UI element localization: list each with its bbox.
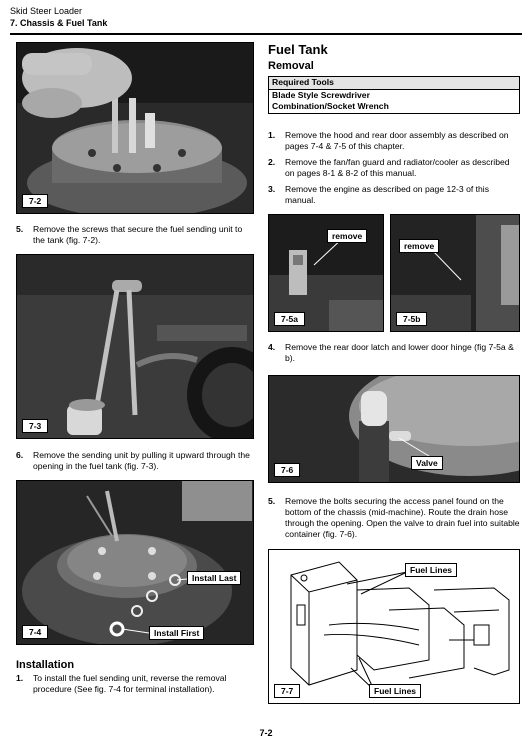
figure-label: 7-5a: [274, 312, 305, 326]
callout-fuel-lines-bottom: Fuel Lines: [369, 684, 421, 698]
removal-title: Removal: [268, 60, 314, 72]
figure-label: 7-5b: [396, 312, 427, 326]
step-5-right: 5. Remove the bolts securing the access panel found on the bottom of the chassis (mid-machine). Route the drain hose through the opening. Open the valve to drain fuel into suitable container (fig. 7-6).: [268, 496, 520, 539]
tools-heading: Required Tools: [269, 77, 519, 90]
figure-7-2-photo: [16, 42, 254, 214]
figure-label: 7-3: [22, 419, 48, 433]
section-title: 7. Chassis & Fuel Tank: [10, 17, 108, 28]
installation-step-1: 1. To install the fuel sending unit, reverse the removal procedure (See fig. 7-4 for terminal installation).: [16, 673, 227, 694]
step-1: 1. Remove the hood and rear door assembly as described on pages 7-4 & 7-5 of this chapter.: [268, 130, 509, 151]
callout-install-last: Install Last: [187, 571, 241, 585]
callout-remove-a: remove: [327, 229, 367, 243]
figure-7-3-photo: [16, 254, 254, 439]
step-5-left: 5. Remove the screws that secure the fuel sending unit to the tank (fig. 7-2).: [16, 224, 243, 245]
fuel-tank-title: Fuel Tank: [268, 42, 328, 57]
step-6: 6. Remove the sending unit by pulling it upward through the opening in the fuel tank (fig. 7-3).: [16, 450, 250, 471]
page-header: [10, 6, 522, 29]
page-number: 7-2: [259, 728, 273, 738]
figure-label: 7-6: [274, 463, 300, 477]
step-3: 3. Remove the engine as described on page 12-3 of this manual.: [268, 184, 489, 205]
required-tools-table: [268, 76, 520, 114]
figure-7-5a-photo: [268, 214, 384, 332]
callout-fuel-lines-top: Fuel Lines: [405, 563, 457, 577]
callout-install-first: Install First: [149, 626, 204, 640]
figure-7-4-photo: [16, 480, 254, 645]
figure-label: 7-2: [22, 194, 48, 208]
figure-7-6-photo: [268, 375, 520, 483]
callout-valve: Valve: [411, 456, 443, 470]
step-4: 4. Remove the rear door latch and lower door hinge (fig 7-5a & b).: [268, 342, 514, 363]
figure-7-5b-photo: [390, 214, 520, 332]
tool-item: Combination/Socket Wrench: [272, 101, 389, 111]
figure-label: 7-7: [274, 684, 300, 698]
figure-7-7-drawing: [268, 549, 520, 704]
figure-label: 7-4: [22, 625, 48, 639]
callout-remove-b: remove: [399, 239, 439, 253]
header-rule: [10, 33, 522, 35]
step-2: 2. Remove the fan/fan guard and radiator/cooler as described on pages 8-1 & 8-2 of this manual.: [268, 157, 510, 178]
tool-item: Blade Style Screwdriver: [272, 89, 370, 100]
manual-title: Skid Steer Loader: [10, 6, 83, 16]
installation-title: Installation: [16, 659, 75, 671]
